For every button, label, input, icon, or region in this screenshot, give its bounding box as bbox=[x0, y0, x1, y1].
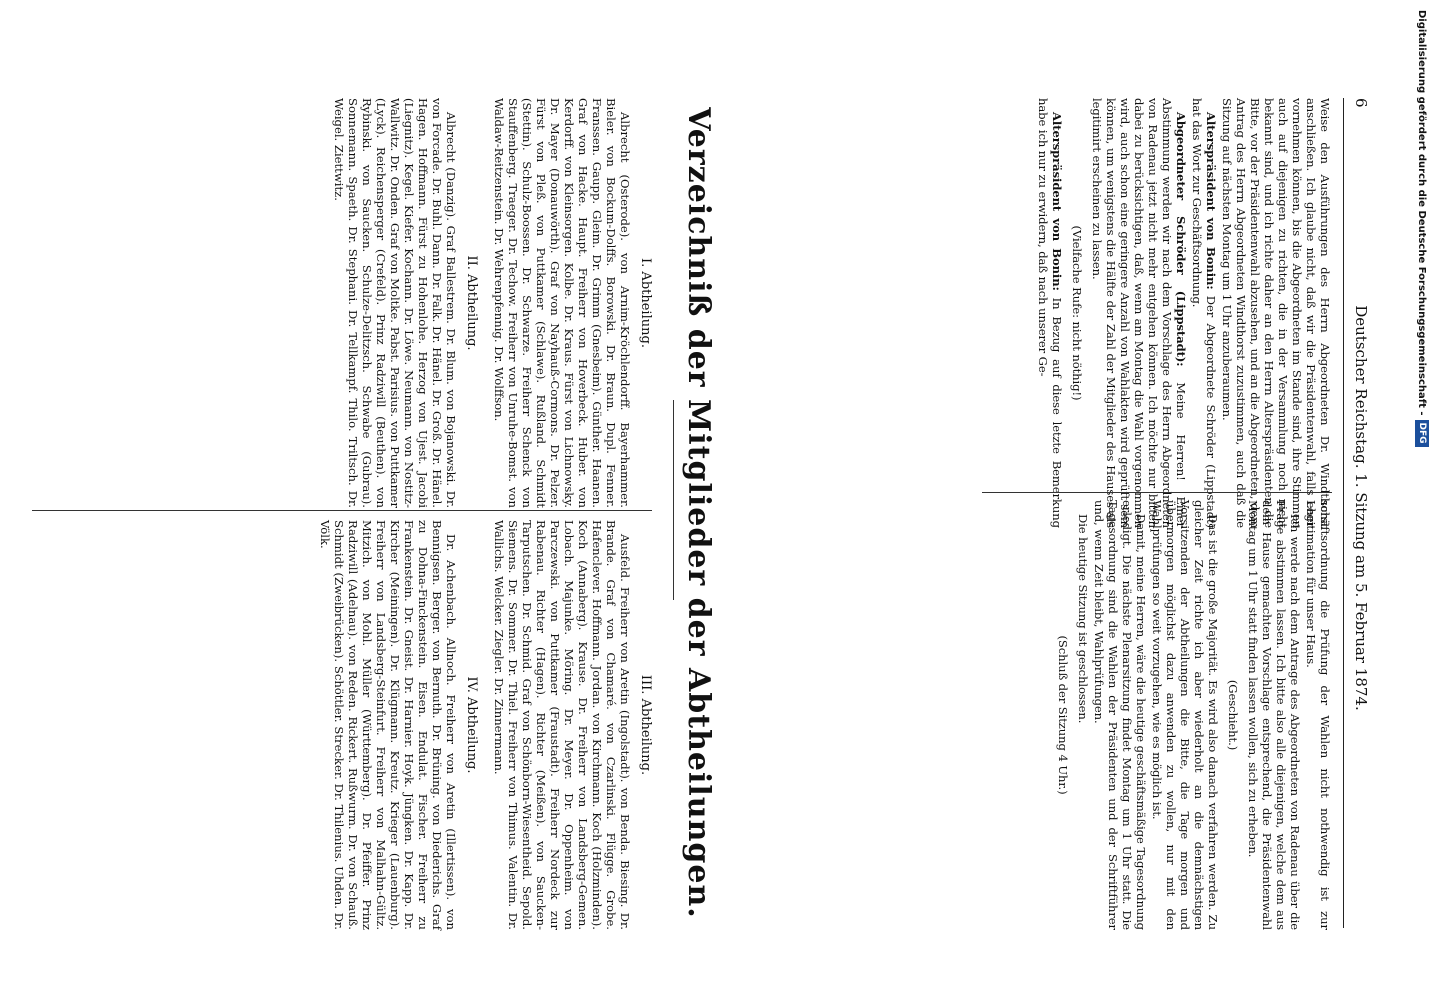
column-divider bbox=[32, 510, 652, 511]
paragraph bbox=[1090, 98, 1188, 528]
page-number: 6 bbox=[1352, 98, 1370, 108]
speaker-name: Alterspräsident von Bonin: bbox=[1204, 112, 1218, 290]
stage-direction: (Geschieht.) bbox=[1226, 679, 1240, 751]
speech-text: Der Abgeordnete Schröder (Lippstadt) hat das Wort zur Geschäftsordnung. bbox=[1190, 98, 1218, 529]
abtheilung-members: Ausfeld. Freiherr von Aretin (Ingolstadt). von Benda. Biesing. Dr. Brande. Graf von Chamaré. von Czarlinski. Flügge. Grobe. Hafenclever. Hoffmann. Jordan. von Kirchmann. Koch (Holzminden). Koch (Annaberg). Krause. Dr. Freiherr von Landsberg-Gemen. Lobach. Majunke. Möring. Dr. Meyer. Dr. Oppenheim. von Parczewski. von Puttkamer (Fraustadt). Freiherr Nordeck zur Rabenau. Richter (Hagen). Richter (Meißen). von Saucken-Tarputschen. Dr. Schmid. Graf von Schönborn-Wiesentheid. Sepold. Siemens. Dr. Sommer. Dr. Thiel. Freiherr von Thimus. Valentin. Dr. Wallichs. Welcker. Ziegler. Dr. Zinnermann. bbox=[492, 520, 632, 930]
section-title: Verzeichniß der Mitglieder der Abtheilungen. bbox=[681, 107, 716, 919]
left-list-column bbox=[318, 98, 652, 508]
speech-text: In Bezug auf diese letzte Bemerkung habe ich nur zu erwidern, daß nach unserer Ge- bbox=[1036, 98, 1064, 528]
speech-text: Meine Herren! Einer Abstimmung werden wir nach dem Vorschlage des Herrn Abgeordneten von Radenau jetzt nicht mehr entgehen können. Ich möchte nur bitten dabei zu berücksichtigen, daß, wenn am Montag die Wahl vorgenommen wird, auch schon eine geringere Anzahl von Wahlakten wird geprüft sein können, um wenigstens die Hälfte der Zahl der Mitglieder des Hauses als legitimirt erscheinen zu lassen. bbox=[1090, 98, 1188, 528]
paragraph: Damit, meine Herren, wäre die heutige geschäftsmäßige Tagesordnung erledigt. Die nächste Plenarsitzung findet Montag um 1 Uhr statt. Die Tagesordnung sind die Wahlen der Präsidenten und der Schriftführer und, wenn Zeit bleibt, Wahlprüfungen. bbox=[1092, 500, 1148, 930]
paragraph: Die heutige Sitzung ist geschlossen. bbox=[1076, 514, 1090, 724]
running-head bbox=[1348, 98, 1374, 918]
paragraph: Ich werde nach dem Antrage des Abgeordneten von Radenau über die Frage abstimmen lassen. Ich bitte also alle diejenigen, welche dem aus dem Hause gemachten Vorschlage entsprechend, die Präsidentenwahl Montag um 1 Uhr statt finden lassen wollen, sich zu erheben. bbox=[1246, 500, 1302, 930]
abtheilung-members: Albrecht (Danzig). Graf Ballestrem. Dr. Blum. von Bojanowski. Dr. von Forcade. Dr. Buhl. Dann. Dr. Falk. Dr. Hänel. Dr. Groß. Dr. Hänel. Hagen. Hoffmann. Fürst zu Hohenlohe. Herzog von Ujest. Jacobi (Liegnitz). Kegel. Kiefer. Kochann. Dr. Löwe. Neumann. von Nostitz-Wallwitz. Dr. Onden. Graf von Moltke. Pabst. Parisius. von Puttkamer (Lyck). Reichensperger (Crefeld). Prinz Radziwill (Beuthen). von Rybinski. von Saucken. Schulze-Delitzsch. Schwabe (Gubrau). Sonnemann. Spaeth. Dr. Stephani. Dr. Tellkampf. Thilo. Triltsch. Dr. Weigel. Ziettwitz. bbox=[332, 98, 458, 508]
abtheilung-heading: IV. Abtheilung. bbox=[464, 676, 479, 774]
running-head-title: Deutscher Reichstag. 1. Sitzung am 5. Februar 1874. bbox=[1352, 305, 1370, 711]
digitization-credit bbox=[1412, 10, 1430, 990]
abtheilung-heading: III. Abtheilung. bbox=[638, 674, 653, 776]
right-list-column bbox=[304, 520, 652, 930]
right-text-column bbox=[1050, 500, 1332, 930]
proceedings-section bbox=[716, 0, 1432, 1000]
left-text-column bbox=[1034, 98, 1332, 528]
paragraph: Das ist die große Majorität. Es wird also danach verfahren werden. Zu gleicher Zeit richte ich aber wiederholt an die demnächstigen Vorsitzenden der Abtheilungen die Bitte, die Tage morgen und übermorgen möglichst dazu anwenden zu wollen, nur mit den Wahlprüfungen so weit vorzugehen, wie es möglich ist. bbox=[1150, 500, 1220, 930]
paragraph: schäftsordnung die Prüfung der Wahlen nicht nothwendig ist zur Legitimation für unser Haus. bbox=[1304, 500, 1332, 930]
credit-text: Digitalisierung gefördert durch die Deutsche Forschungsgemeinschaft - bbox=[1416, 10, 1427, 416]
abtheilung-heading: I. Abtheilung. bbox=[638, 258, 653, 348]
abtheilung-heading: II. Abtheilung. bbox=[464, 255, 479, 351]
stage-direction: (Vielfache Rufe: nicht nöthig!) bbox=[1070, 225, 1084, 401]
paragraph bbox=[1190, 98, 1218, 528]
stage-direction: (Schluß der Sitzung 4 Uhr.) bbox=[1056, 635, 1070, 795]
paragraph bbox=[1036, 98, 1064, 528]
abtheilung-members: Dr. Achenbach. Allnoch. Freiherr von Aretin (Illertissen). von Bennigsen. Berger. von Bernuth. Dr. Brüning. von Diederichs. Graf zu Dohna-Finckenstein. Eisen. Endulat. Fischer. Freiherr zu Frankenstein. Dr. Gneist. Dr. Harnier. Hoyk. Jüngken. Dr. Kapp. Dr. Kircher (Meiningen). Dr. Klügmann. Kreutz. Krieger (Lauenburg). Freiherr von Landsberg-Steinfurt. Freiherr von Malhahn-Gültz. Mitzich. von Mohl. Müller (Württemberg). Dr. Pfeiffer. Prinz Radziwill (Adelnau). von Reden. Rickert. Rußwurm. Dr. von Schauß. Schmidt (Zweibrücken). Schöttler. Strecker. Dr. Thilenius. Uhden. Dr. Völk. bbox=[318, 520, 458, 930]
dfg-logo: DFG bbox=[1415, 420, 1429, 447]
speaker-name: Abgeordneter Schröder (Lippstadt): bbox=[1174, 112, 1188, 367]
column-divider bbox=[982, 492, 1332, 493]
header-rule bbox=[1343, 98, 1344, 928]
speaker-name: Alterspräsident von Bonin: bbox=[1050, 112, 1064, 291]
title-rule bbox=[673, 400, 674, 600]
paragraph: Weise den Ausführungen des Herrn Abgeordneten Dr. Windthorst anschließen. Ich glaube nicht, daß wir die Präsidentenwahl, falls eher vornehmen können, bis die Abgeordneten im Stande sind, ihre Stimmen auch auf diejenigen zu richten, die in der Versammlung noch nicht bekannt sind, und ich richte daher an den Herrn Alterspräsidenten die Bitte, vor der Präsidentenwahl abzusehen, und an die Abgeordneten, dem Antrag des Herrn Abgeordneten Windthorst zuzustimmen, auch daß die Sitzung auf nächsten Montag um 1 Uhr anzuberaumen. bbox=[1220, 98, 1332, 528]
abtheilung-members: Albrecht (Osterode). von Arnim-Kröchlendorff. Bayerhammer. Bieler. von Bockum-Dolffs. Borowski. Dr. Braun. Dupl. Fenner. Franssen. Gaupp. Gleim. Dr. Grimm (Gnesbeim). Günther. Haanen. Graf von Hacke. Haupt. Freiherr von Hoverbeck. Huber. von Kerdorff. von Kleinsorgen. Kolbe. Dr. Kraus. Fürst von Lichnowsky. Dr. Mayer (Donauwörth). Graf von Nayhauß-Cormons. Dr. Pelzer. Fürst von Pleß. von Puttkamer (Schlawe). Rußland. Schmidt (Stettin). Schulz-Boossen. Dr. Schwarze. Freiherr Schenck von Stauffenberg. Traeger. Dr. Techow. Freiherr von Unruhe-Bomst. von Waldaw-Reitzenstein. Dr. Wehrenpfennig. Dr. Wolffson. bbox=[492, 98, 632, 508]
credit-line bbox=[1412, 10, 1430, 990]
